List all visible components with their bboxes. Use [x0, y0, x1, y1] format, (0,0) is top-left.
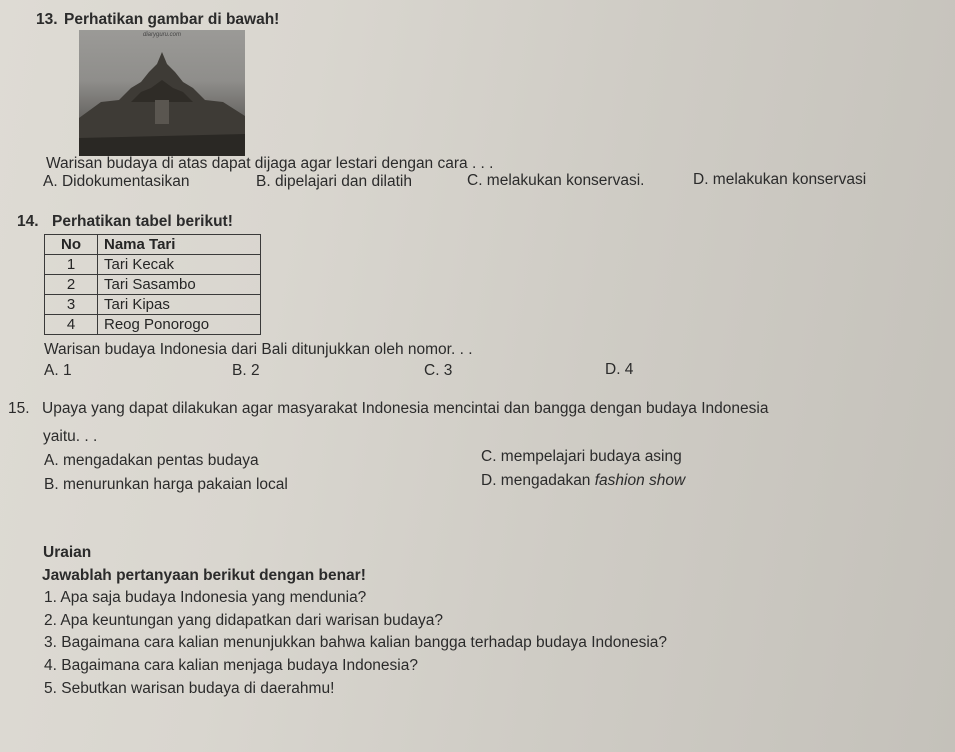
q14-option-d: D. 4: [605, 361, 634, 378]
uraian-instruction: Jawablah pertanyaan berikut dengan benar!: [42, 567, 366, 584]
q14-prompt: Perhatikan tabel berikut!: [52, 213, 233, 230]
q15-option-a: A. mengadakan pentas budaya: [44, 452, 259, 469]
table-row: [45, 275, 261, 295]
q15-option-d: [481, 472, 685, 490]
table-header-name: Nama Tari: [98, 235, 261, 255]
q13-option-b: B. dipelajari dan dilatih: [256, 173, 412, 190]
borobudur-temple-photo: [79, 30, 245, 156]
table-cell-no: 4: [45, 315, 98, 335]
uraian-item-4: 4. Bagaimana cara kalian menjaga budaya Indonesia?: [44, 657, 418, 674]
uraian-item-3: 3. Bagaimana cara kalian menunjukkan bahwa kalian bangga terhadap budaya Indonesia?: [44, 634, 668, 651]
q15-number: 15.: [8, 400, 30, 417]
table-cell-name: Tari Kecak: [98, 255, 261, 275]
uraian-item-5: 5. Sebutkan warisan budaya di daerahmu!: [44, 680, 335, 697]
q13-option-d: D. melakukan konservasi: [693, 171, 867, 188]
table-cell-name: Tari Sasambo: [98, 275, 261, 295]
q14-option-c: C. 3: [424, 362, 453, 379]
dance-table: [44, 234, 261, 335]
uraian-item-1: 1. Apa saja budaya Indonesia yang mendunia?: [44, 589, 367, 606]
table-row: [45, 255, 261, 275]
q13-question: Warisan budaya di atas dapat dijaga agar lestari dengan cara . . .: [46, 155, 494, 172]
uraian-heading: Uraian: [43, 544, 92, 561]
q13-prompt: Perhatikan gambar di bawah!: [64, 11, 280, 28]
q13-option-a: A. Didokumentasikan: [43, 173, 190, 190]
q15-option-d-italic: fashion show: [594, 472, 686, 489]
table-cell-no: 3: [45, 295, 98, 315]
table-cell-name: Tari Kipas: [98, 295, 261, 315]
q15-option-b: B. menurunkan harga pakaian local: [44, 476, 288, 493]
q14-option-b: B. 2: [232, 362, 260, 379]
q14-question: Warisan budaya Indonesia dari Bali ditunjukkan oleh nomor. . .: [44, 341, 473, 358]
table-cell-no: 2: [45, 275, 98, 295]
q15-question-line1: Upaya yang dapat dilakukan agar masyarakat Indonesia mencintai dan bangga dengan budaya Indonesia: [42, 400, 769, 417]
table-cell-no: 1: [45, 255, 98, 275]
q14-option-a: A. 1: [44, 362, 72, 379]
q13-option-c: C. melakukan konservasi.: [467, 172, 645, 189]
table-header-row: [45, 235, 261, 255]
table-row: [45, 295, 261, 315]
table-row: [45, 315, 261, 335]
q15-option-c: C. mempelajari budaya asing: [481, 448, 682, 465]
q13-number: 13.: [36, 11, 58, 28]
uraian-item-2: 2. Apa keuntungan yang didapatkan dari warisan budaya?: [44, 612, 443, 629]
table-cell-name: Reog Ponorogo: [98, 315, 261, 335]
image-caption: diaryguru.com: [142, 32, 181, 38]
q14-number: 14.: [17, 213, 39, 230]
table-header-no: No: [45, 235, 98, 255]
q15-option-d-text: D. mengadakan: [481, 472, 595, 489]
temple-silhouette-icon: [79, 30, 245, 156]
q15-question-line2: yaitu. . .: [43, 428, 98, 445]
